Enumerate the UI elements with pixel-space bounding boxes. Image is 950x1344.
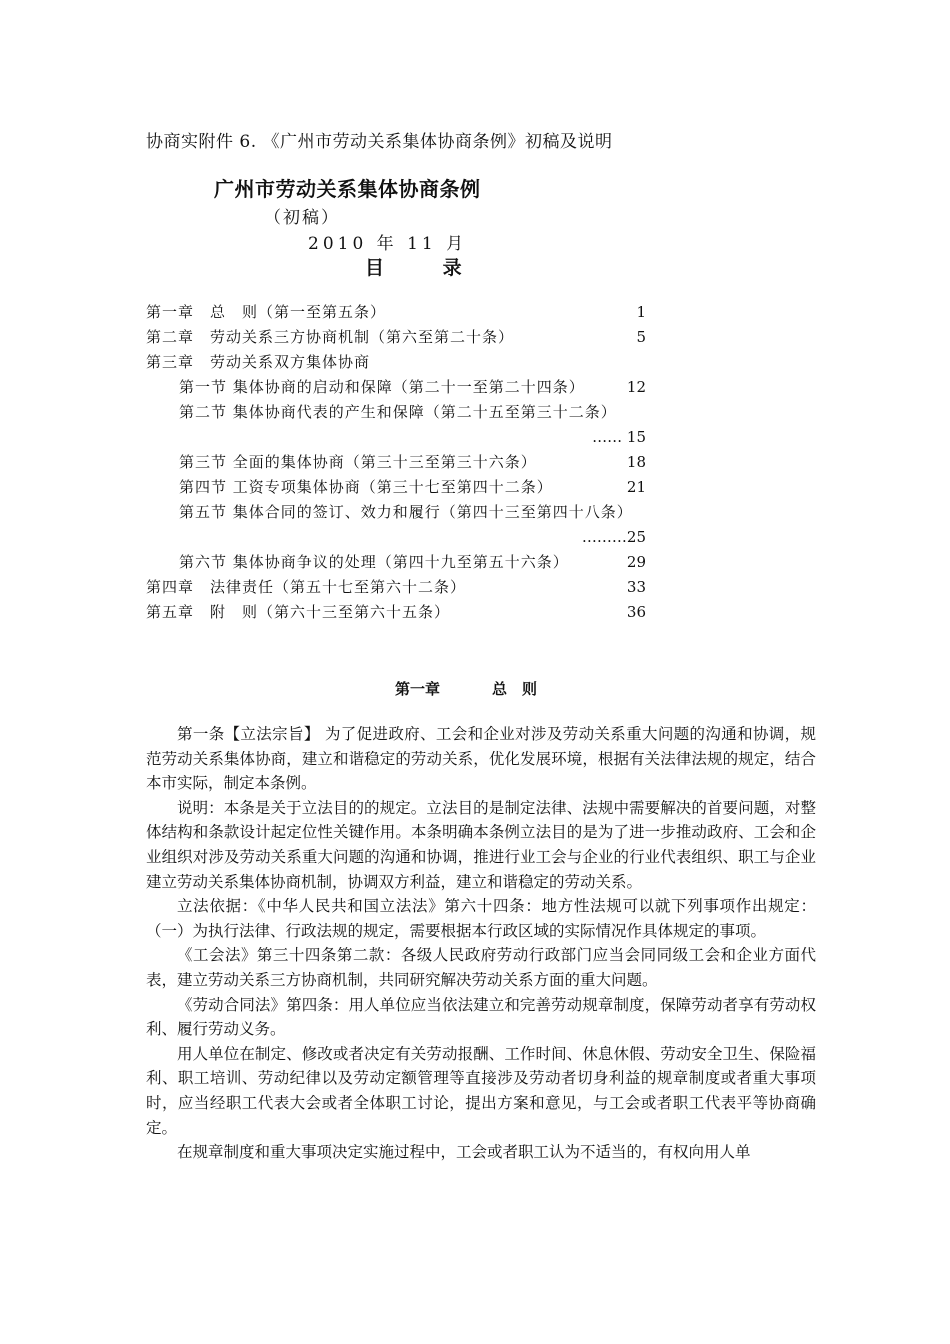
paragraph-union-law: 《工会法》第三十四条第二款：各级人民政府劳动行政部门应当会同同级工会和企业方面代表，建立劳动关系三方协商机制，共同研究解决劳动关系方面的重大问题。	[146, 946, 816, 989]
toc-entry-text: 第二节 集体协商代表的产生和保障（第二十五至第三十二条）	[179, 403, 617, 421]
toc-row	[146, 575, 656, 600]
toc-row	[146, 475, 656, 500]
toc-entry-text: 第二章 劳动关系三方协商机制（第六至第二十条）	[146, 328, 515, 346]
toc-entry-text: 第四章 法律责任（第五十七至第六十二条）	[146, 578, 467, 596]
toc-row	[146, 600, 656, 625]
toc-entry-text: 第六节 集体协商争议的处理（第四十九至第五十六条）	[179, 553, 569, 571]
table-of-contents	[146, 300, 656, 625]
toc-row	[146, 400, 656, 425]
document-date: 2010 年 11 月	[308, 234, 468, 254]
toc-entry-text: 第五节 集体合同的签订、效力和履行（第四十三至第四十八条）	[179, 503, 633, 521]
toc-row	[146, 450, 656, 475]
toc-entry-text: 第四节 工资专项集体协商（第三十七至第四十二条）	[179, 478, 553, 496]
toc-row	[146, 325, 656, 350]
toc-row	[146, 300, 656, 325]
toc-row-continuation	[146, 425, 656, 450]
toc-page-number: 33	[626, 578, 646, 596]
toc-page-number: 21	[626, 478, 646, 496]
toc-row	[146, 500, 656, 525]
attachment-header: 协商实附件 6. 《广州市劳动关系集体协商条例》初稿及说明	[146, 132, 613, 152]
toc-page-number: 1	[636, 303, 646, 321]
paragraph-legal-basis: 立法依据：《中华人民共和国立法法》第六十四条：地方性法规可以就下列事项作出规定：（一）为执行法律、行政法规的规定，需要根据本行政区域的实际情况作具体规定的事项。	[146, 897, 816, 940]
toc-row	[146, 550, 656, 575]
toc-row	[146, 350, 656, 375]
toc-row	[146, 375, 656, 400]
chapter-title: 总 则	[492, 680, 538, 698]
document-title: 广州市劳动关系集体协商条例	[214, 177, 481, 201]
toc-page-number: 5	[636, 328, 646, 346]
chapter-heading	[395, 678, 537, 699]
draft-label: （初稿）	[264, 208, 340, 228]
paragraph-implementation: 在规章制度和重大事项决定实施过程中，工会或者职工认为不适当的，有权向用人单	[177, 1143, 751, 1162]
toc-page-number: 12	[626, 378, 646, 396]
toc-entry-text: 第一节 集体协商的启动和保障（第二十一至第二十四条）	[179, 378, 585, 396]
toc-page-number: 29	[626, 553, 646, 571]
toc-row-continuation	[146, 525, 656, 550]
paragraph-employer-rules: 用人单位在制定、修改或者决定有关劳动报酬、工作时间、休息休假、劳动安全卫生、保险福利、职工培训、劳动纪律以及劳动定额管理等直接涉及劳动者切身利益的规章制度或者重大事项时，应当经职工代表大会或者全体职工讨论，提出方案和意见，与工会或者职工代表平等协商确定。	[146, 1044, 816, 1137]
toc-leader-page: ………25	[581, 528, 646, 546]
toc-page-number: 36	[626, 603, 646, 621]
chapter-number: 第一章	[395, 680, 441, 698]
paragraph-labor-contract-law: 《劳动合同法》第四条：用人单位应当依法建立和完善劳动规章制度，保障劳动者享有劳动权利、履行劳动义务。	[146, 995, 816, 1039]
toc-entry-text: 第三章 劳动关系双方集体协商	[146, 353, 371, 371]
toc-heading: 目 录	[365, 257, 488, 279]
toc-leader-page: …… 15	[592, 428, 646, 446]
toc-entry-text: 第五章 附 则（第六十三至第六十五条）	[146, 603, 451, 621]
paragraph-explanation: 说明：本条是关于立法目的的规定。立法目的是制定法律、法规中需要解决的首要问题，对整体结构和条款设计起定位性关键作用。本条明确本条例立法目的是为了进一步推动政府、工会和企业组织对涉及劳动关系重大问题的沟通和协调，推进行业工会与企业的行业代表组织、职工与企业建立劳动关系集体协商机制，协调双方利益，建立和谐稳定的劳动关系。	[146, 798, 816, 891]
paragraph-article-1: 第一条【立法宗旨】 为了促进政府、工会和企业对涉及劳动关系重大问题的沟通和协调，规范劳动关系集体协商，建立和谐稳定的劳动关系，优化发展环境，根据有关法律法规的规定，结合本市实际，制定本条例。	[146, 725, 816, 793]
toc-page-number: 18	[626, 453, 646, 471]
toc-entry-text: 第三节 全面的集体协商（第三十三至第三十六条）	[179, 453, 537, 471]
toc-entry-text: 第一章 总 则（第一至第五条）	[146, 303, 387, 321]
chapter-body	[146, 722, 816, 1165]
